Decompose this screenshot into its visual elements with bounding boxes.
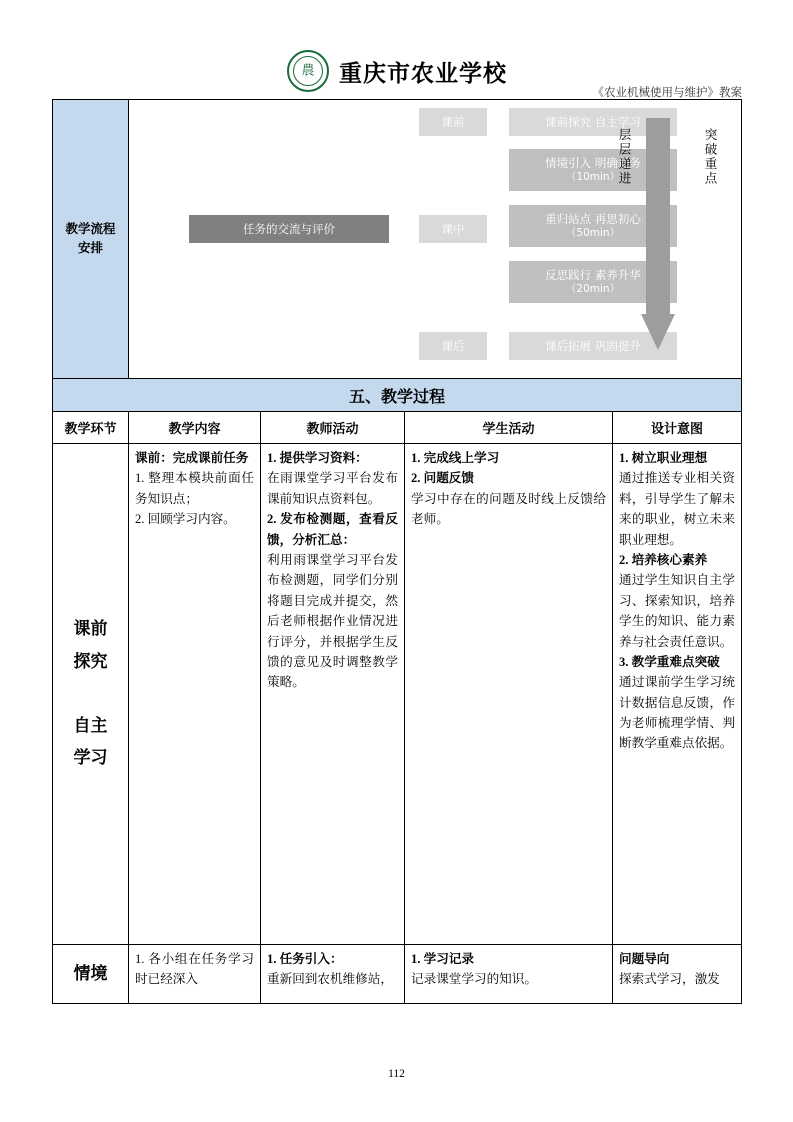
flow-arrow-label-left: 层层递进 [617,128,632,186]
paragraph: 1. 各小组在任务学习时已经深入 [135,952,254,987]
stage-label-0: 课前 探究 自主 学习 [73,619,108,769]
section-title-row [53,379,741,412]
table-header-row [53,412,741,444]
cell-intent [613,945,741,1003]
col-header-teacher: 教师活动 [261,412,405,443]
paragraph: 1. 任务引入： [267,952,343,966]
paragraph: 1. 提供学习资料： [267,451,368,465]
paragraph: 在雨课堂学习平台发布课前知识点资料包。 [267,471,398,506]
paragraph: 1. 树立职业理想 [619,451,708,465]
flow-chip-2-time: （50min） [565,226,621,239]
teaching-flow-label-text: 教学流程 安排 [65,222,116,255]
cell-content [129,444,261,944]
col-header-student: 学生活动 [405,412,613,443]
cell-intent [613,444,741,944]
cell-content [129,945,261,1003]
paragraph: 2. 发布检测题，查看反馈，分析汇总： [267,512,398,547]
paragraph: 记录课堂学习的知识。 [411,972,537,987]
paragraph: 课前：完成课前任务 [135,451,249,465]
school-logo-icon [287,50,329,92]
cell-student [405,945,613,1003]
col-header-content: 教学内容 [129,412,261,443]
paragraph: 2. 回顾学习内容。 [135,512,236,527]
flow-stage-before: 课前 [419,108,487,136]
table-row [53,444,741,945]
school-name: 重庆市农业学校 [339,59,507,87]
school-logo-glyph: 農 [301,63,315,79]
page-number: 112 [388,1068,405,1080]
cell-teacher [261,444,405,944]
flow-chip-2-title: 重归站点 再思初心 [545,212,641,227]
paragraph: 问题导向 [619,952,670,966]
flow-chip-3-title: 反思践行 素养升华 [545,268,641,283]
flow-arrow-label-right: 突破重点 [703,128,718,186]
paragraph: 探索式学习，激发 [619,972,720,987]
flow-stage-during: 课中 [419,215,487,243]
paragraph: 通过课前学生学习统计数据信息反馈，作为老师梳理学情、判断教学重难点依据。 [619,675,735,751]
teaching-flow-row [53,100,741,379]
flow-chip-3-time: （20min） [565,282,621,295]
table-row [53,945,741,1003]
paragraph: 1. 完成线上学习 [411,451,500,465]
paragraph: 2. 培养核心素养 [619,552,708,567]
paragraph: 1. 整理本模块前面任务知识点； [135,471,254,506]
document-subtitle: 《农业机械使用与维护》教案 [592,87,742,99]
flow-chip-1-time: （10min） [565,170,621,183]
teaching-flow-label [53,100,129,378]
cell-student [405,444,613,944]
flow-chip-0-title: 课前探究 自主学习 [545,114,641,129]
paragraph: 3. 教学重难点突破 [619,654,720,669]
paragraph: 通过学生知识自主学习、探索知识，培养学生的知识、能力素养与社会责任意识。 [619,573,735,649]
paragraph: 利用雨课堂学习平台发布检测题，同学们分别将题目完成并提交，然后老师根据作业情况进行评分，并根据学生反馈的意见及时调整教学策略。 [267,552,398,690]
paragraph: 1. 学习记录 [411,952,474,966]
paragraph: 通过推送专业相关资料，引导学生了解未来的职业，树立未来职业理想。 [619,471,735,547]
teaching-flow-diagram [129,100,741,378]
flow-down-arrow-icon [641,118,675,350]
cell-teacher [261,945,405,1003]
flow-chip-4-title: 课后拓展 巩固提升 [545,338,641,353]
paragraph: 2. 问题反馈 [411,471,474,486]
paragraph: 学习中存在的问题及时线上反馈给老师。 [411,491,606,527]
col-header-intent: 设计意图 [650,422,703,437]
page-header [52,50,742,98]
cell-stage [53,945,129,1003]
flow-stage-after: 课后 [419,332,487,360]
section-title: 五、教学过程 [53,379,741,411]
flow-evaluation-chip: 任务的交流与评价 [189,215,389,243]
flow-chip-1-title: 情境引入 明确任务 [545,156,641,171]
lesson-plan-table [52,99,742,1004]
cell-stage [53,444,129,944]
col-header-stage: 教学环节 [53,412,129,443]
paragraph: 重新回到农机维修站， [267,972,393,987]
stage-label-1: 情境 [73,963,108,984]
